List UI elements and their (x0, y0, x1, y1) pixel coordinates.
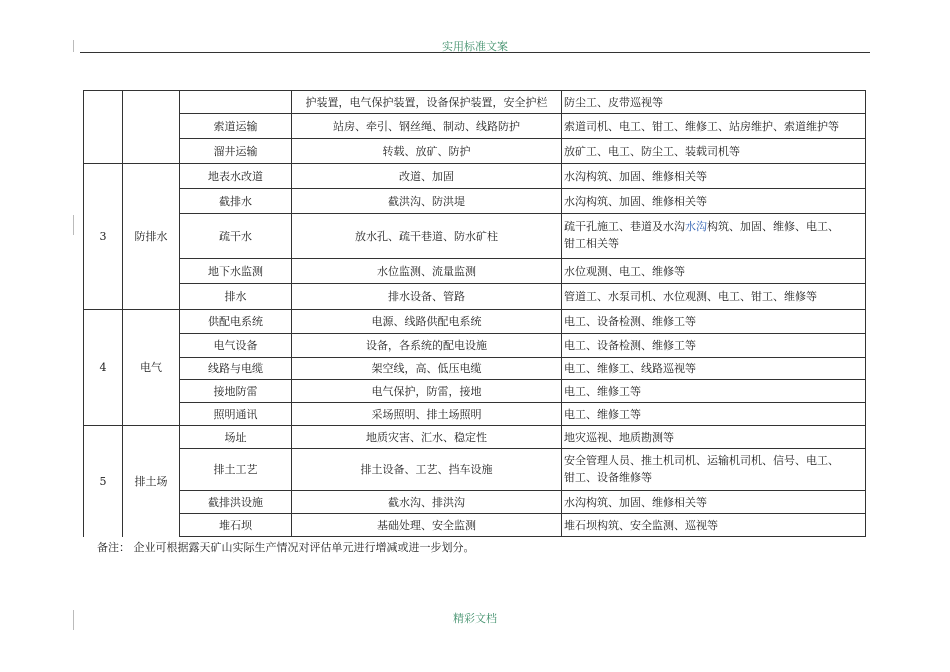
personnel-cell (562, 214, 865, 258)
inserted-text: 水沟 (685, 220, 707, 233)
content-cell: 地质灾害、汇水、稳定性 (366, 430, 487, 444)
content-cell: 放水孔、疏干巷道、防水矿柱 (355, 229, 498, 243)
unit-cell: 照明通讯 (213, 407, 258, 421)
personnel-cell: 电工、维修工等 (564, 384, 641, 398)
personnel-cell: 水沟构筑、加固、维修相关等 (564, 495, 707, 509)
personnel-cell (562, 449, 865, 490)
group-name: 防排水 (134, 230, 168, 243)
personnel-cell: 放矿工、电工、防尘工、装载司机等 (564, 144, 740, 158)
unit-cell: 供配电系统 (208, 315, 263, 328)
header-title: 实用标准文案 (442, 40, 508, 53)
content-cell: 架空线，高、低压电缆 (371, 362, 482, 375)
content-cell: 水位监测、流量监测 (377, 264, 476, 278)
personnel-cell: 防尘工、皮带巡视等 (564, 95, 663, 109)
personnel-cell: 电工、设备检测、维修工等 (564, 315, 696, 328)
table-border-bottom (179, 536, 866, 537)
content-cell: 站房、牵引、钢丝绳、制动、线路防护 (333, 119, 520, 133)
personnel-cell: 水沟构筑、加固、维修相关等 (564, 169, 707, 183)
unit-cell: 地表水改道 (208, 169, 263, 183)
margin-mark-top (73, 40, 74, 52)
personnel-line: 钳工相关等 (564, 237, 619, 250)
unit-cell: 接地防雷 (213, 384, 258, 398)
personnel-cell: 水沟构筑、加固、维修相关等 (564, 194, 707, 208)
unit-cell: 索道运输 (213, 119, 258, 133)
unit-cell: 地下水监测 (208, 264, 263, 278)
unit-cell: 截排水 (219, 194, 252, 208)
personnel-cell: 水位观测、电工、维修等 (564, 264, 685, 278)
content-cell: 排水设备、管路 (388, 290, 465, 303)
personnel-cell: 地灾巡视、地质勘测等 (564, 430, 674, 444)
personnel-cell: 管道工、水泵司机、水位观测、电工、钳工、维修等 (564, 290, 817, 303)
unit-cell: 排土工艺 (213, 463, 258, 476)
table-border-right (865, 90, 866, 537)
personnel-text: 疏干孔施工、巷道及水沟 (564, 220, 685, 233)
content-cell: 护装置，电气保护装置，设备保护装置，安全护栏 (305, 95, 548, 109)
personnel-line: 钳工、设备维修等 (564, 471, 652, 484)
unit-cell: 场址 (224, 430, 247, 444)
unit-cell: 截排洪设施 (208, 495, 263, 509)
personnel-cell: 堆石坝构筑、安全监测、巡视等 (564, 518, 718, 532)
personnel-cell: 电工、维修工、线路巡视等 (564, 362, 696, 375)
footer-text: 精彩文档 (453, 612, 497, 625)
margin-mark-middle (73, 215, 74, 235)
unit-cell: 堆石坝 (219, 518, 252, 532)
content-cell: 截洪沟、防洪堤 (388, 194, 465, 208)
unit-cell: 电气设备 (213, 339, 258, 352)
personnel-line (564, 218, 865, 235)
content-cell: 采场照明、排土场照明 (371, 407, 482, 421)
personnel-cell: 电工、维修工等 (564, 407, 641, 421)
unit-cell: 排水 (224, 290, 247, 303)
unit-cell: 疏干水 (219, 229, 252, 243)
personnel-cell: 索道司机、电工、钳工、维修工、站房维护、索道维护等 (564, 119, 839, 133)
personnel-cell: 电工、设备检测、维修工等 (564, 339, 696, 352)
content-cell: 截水沟、排洪沟 (388, 495, 465, 509)
content-cell: 排土设备、工艺、挡车设施 (360, 463, 493, 476)
unit-cell: 溜井运输 (213, 144, 258, 158)
group-name: 排土场 (134, 474, 168, 488)
evaluation-unit-table (80, 0, 870, 672)
content-cell: 设备，各系统的配电设施 (366, 339, 487, 352)
content-cell: 改道、加固 (399, 169, 454, 183)
group-number: 5 (99, 474, 107, 488)
content-cell: 基础处理、安全监测 (377, 518, 476, 532)
personnel-text: 构筑、加固、维修、电工、 (707, 220, 839, 233)
unit-cell: 线路与电缆 (208, 362, 263, 375)
content-cell: 电源、线路供配电系统 (371, 315, 482, 328)
content-cell: 电气保护，防雷，接地 (371, 384, 482, 398)
group-name: 电气 (140, 361, 162, 374)
content-cell: 转载、放矿、防护 (382, 144, 471, 158)
unit-cell (180, 91, 291, 113)
personnel-line: 安全管理人员、推土机司机、运输机司机、信号、电工、 (564, 454, 839, 467)
group-number: 3 (99, 230, 107, 243)
table-note: 备注： 企业可根据露天矿山实际生产情况对评估单元进行增减或进一步划分。 (97, 541, 475, 554)
group-number: 4 (99, 361, 107, 374)
